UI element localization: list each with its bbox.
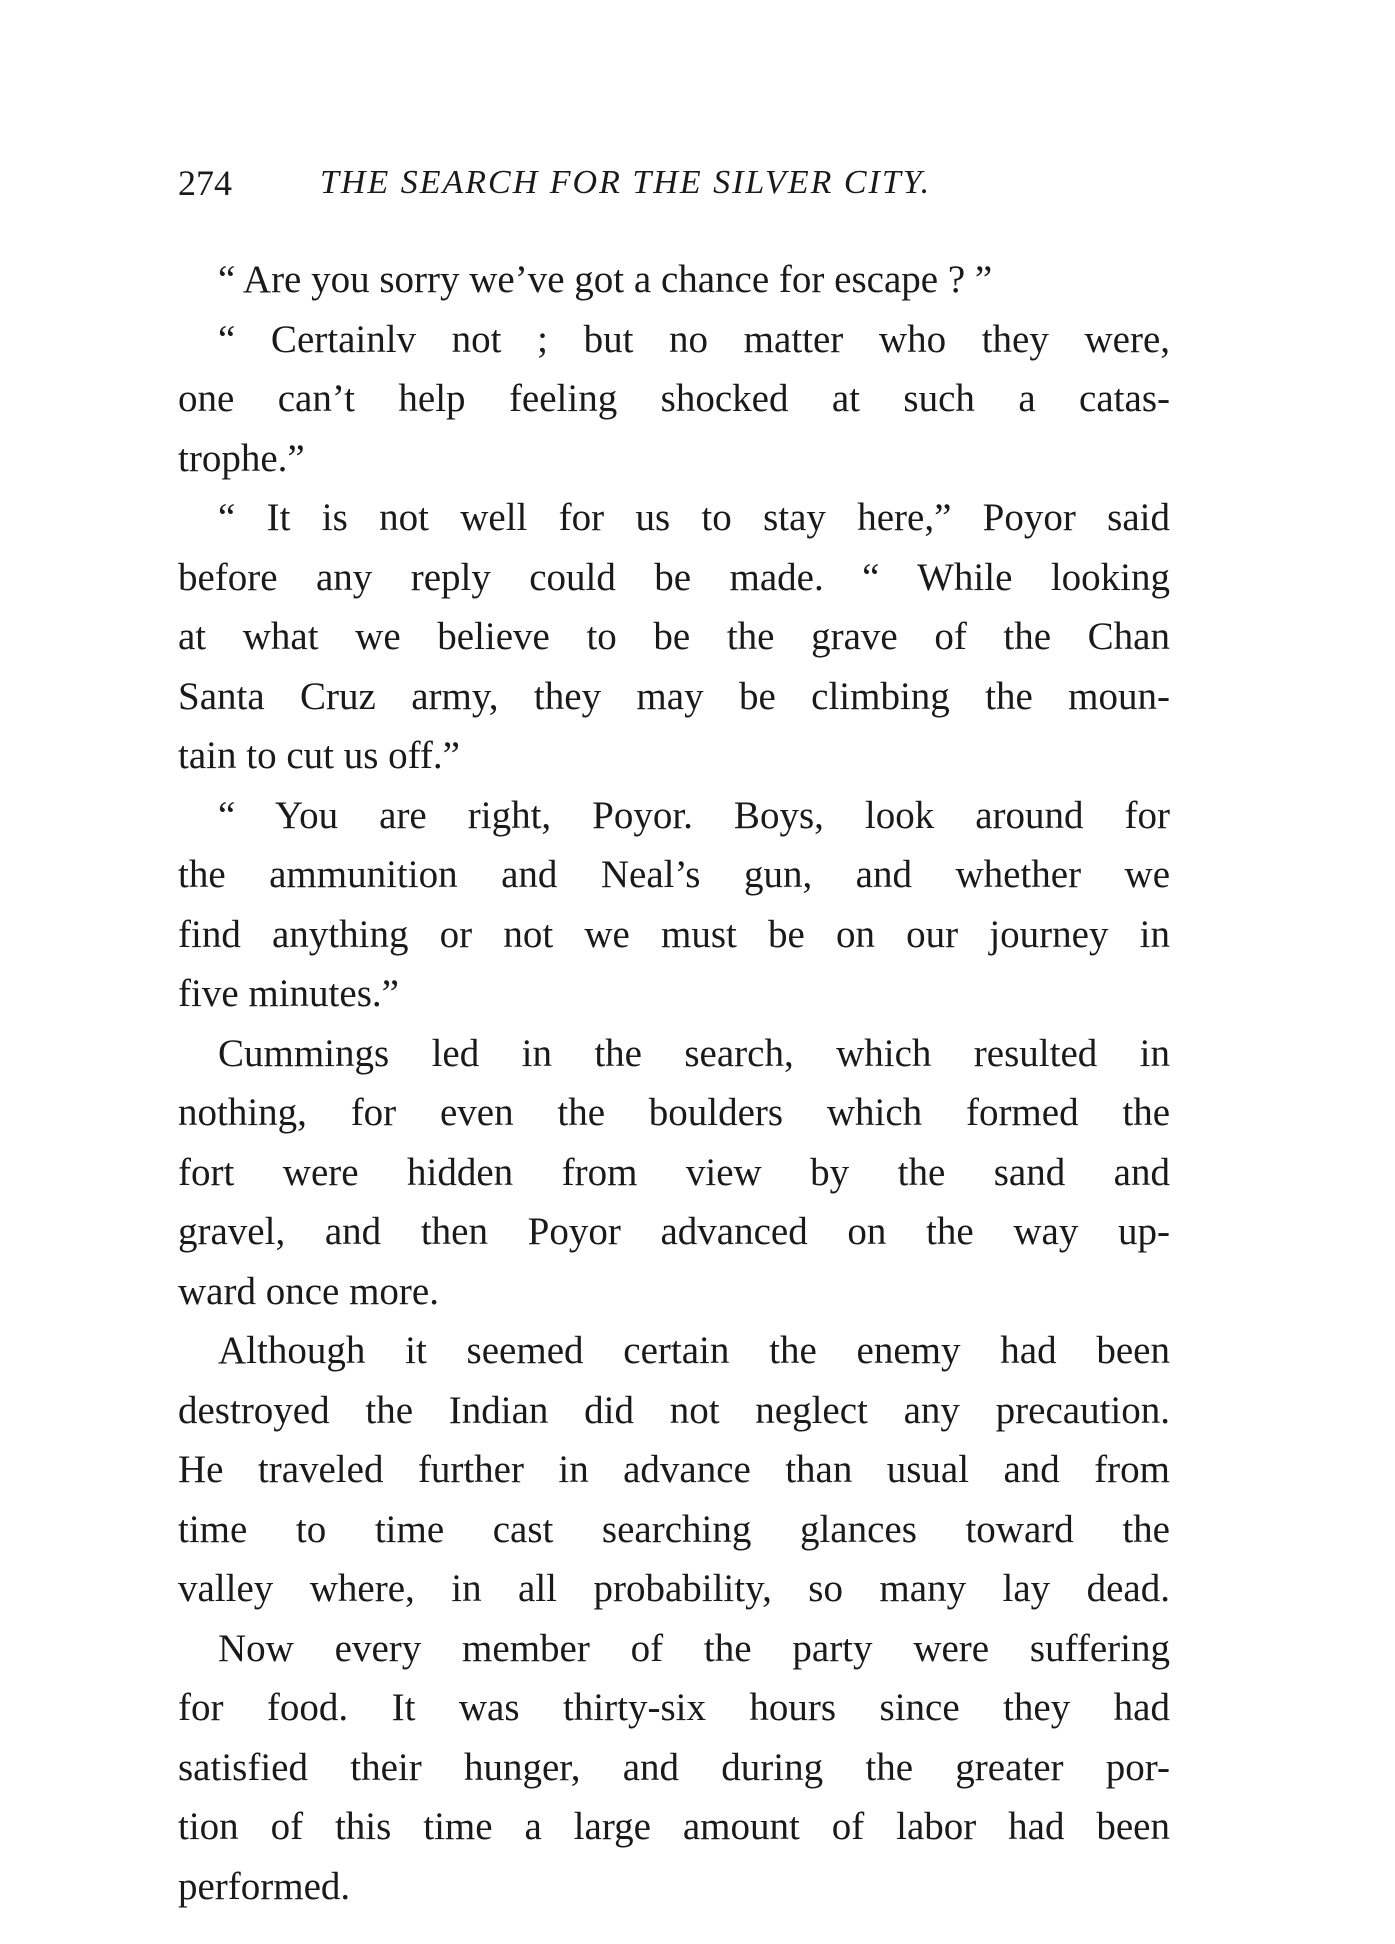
text-line: five minutes.”	[178, 972, 399, 1015]
running-title: THE SEARCH FOR THE SILVER CITY.	[320, 164, 932, 201]
text-line: time to time cast searching glances toward the	[178, 1507, 1170, 1551]
page-number: 274	[178, 163, 232, 203]
text-line: Now every member of the party were suffering	[218, 1626, 1170, 1670]
text-line: “ Certainlv not ; but no matter who they were,	[218, 317, 1170, 361]
text-line: at what we believe to be the grave of the Chan	[178, 615, 1170, 658]
text-line: before any reply could be made. “ While looking	[178, 555, 1170, 599]
text-line: tion of this time a large amount of labor had been	[178, 1805, 1170, 1848]
text-line: He traveled further in advance than usual and from	[178, 1448, 1170, 1491]
text-line: “ You are right, Poyor. Boys, look around for	[218, 793, 1170, 837]
body-text	[178, 250, 1170, 1916]
text-line: Santa Cruz army, they may be climbing the moun-	[178, 674, 1170, 718]
text-line: valley where, in all probability, so many lay dead.	[178, 1567, 1170, 1610]
text-line: nothing, for even the boulders which formed the	[178, 1091, 1170, 1134]
text-line: “ Are you sorry we’ve got a chance for escape ? ”	[218, 258, 993, 301]
text-line: ward once more.	[178, 1269, 439, 1313]
text-line: gravel, and then Poyor advanced on the way up-	[178, 1210, 1170, 1253]
page-header	[178, 158, 1178, 208]
text-line: for food. It was thirty-six hours since they had	[178, 1686, 1170, 1729]
text-line: Although it seemed certain the enemy had been	[218, 1329, 1170, 1372]
text-line: “ It is not well for us to stay here,” Poyor said	[218, 496, 1170, 539]
text-line: satisfied their hunger, and during the greater por-	[178, 1745, 1170, 1789]
text-line: destroyed the Indian did not neglect any precaution.	[178, 1388, 1170, 1432]
text-line: fort were hidden from view by the sand and	[178, 1150, 1170, 1194]
text-line: find anything or not we must be on our journey in	[178, 912, 1170, 956]
text-line: one can’t help feeling shocked at such a catas-	[178, 377, 1170, 420]
text-line: performed.	[178, 1864, 351, 1908]
text-line: tain to cut us off.”	[178, 734, 460, 777]
text-line: trophe.”	[178, 436, 305, 480]
text-line: the ammunition and Neal’s gun, and whether we	[178, 853, 1170, 896]
text-line: Cummings led in the search, which resulted in	[218, 1031, 1170, 1075]
